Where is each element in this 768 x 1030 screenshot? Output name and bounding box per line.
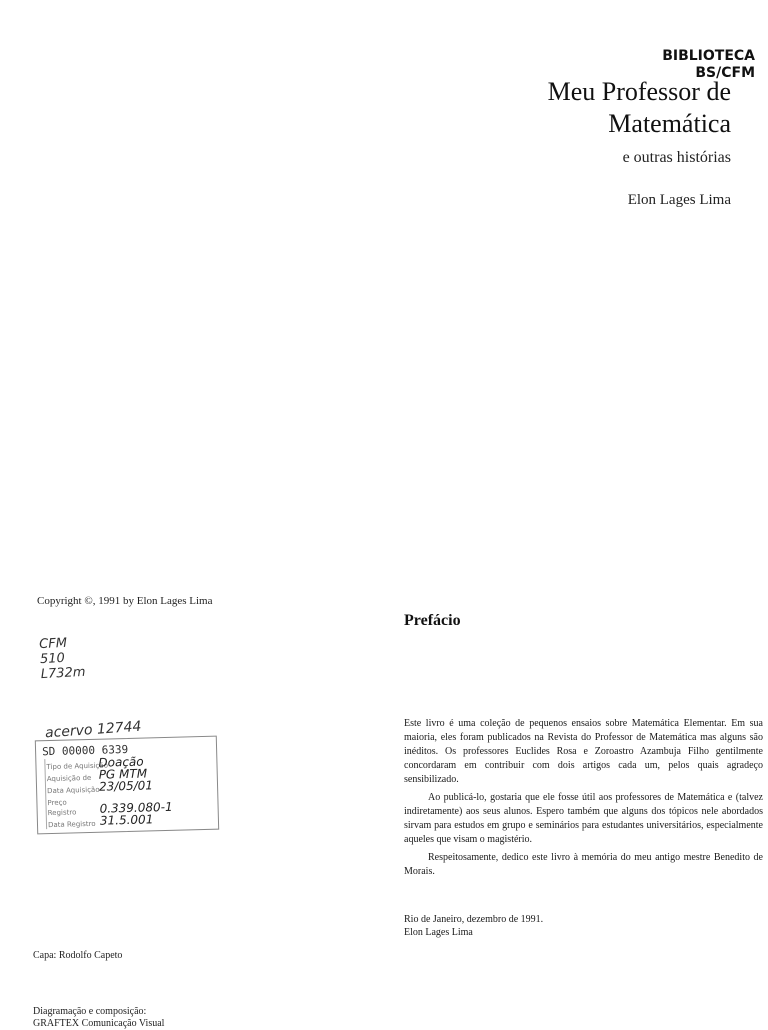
registration-label: Data Aquisição [47, 785, 100, 796]
registration-value: 23/05/01 [98, 778, 154, 794]
stamp-line-2: BS/CFM [695, 65, 755, 81]
book-title [548, 76, 731, 140]
preface-signature-block [404, 913, 543, 939]
registration-label: Aquisição de [46, 773, 92, 784]
registration-value: 0.339.080-1 [99, 799, 173, 816]
book-subtitle: e outras histórias [622, 149, 731, 166]
place-date: Rio de Janeiro, dezembro de 1991. [404, 914, 544, 925]
preface-paragraph: Ao publicá-lo, gostaria que ele fosse útil aos professores de Matemática e (talvez indiretamente) aos seus alunos. Espero também que alguns dos tópicos nele abordados sirvam para estudos em grupo e seminários para estudantes universitários, especialmente aqueles que visam o magistério. [404, 792, 763, 845]
preface-heading: Prefácio [404, 612, 461, 629]
preface-paragraph: Respeitosamente, dedico este livro à memória do meu antigo mestre Benedito de Morais. [404, 852, 763, 877]
handwritten-line-1: CFM [38, 635, 68, 653]
handwritten-line-3: L732m [40, 664, 86, 683]
registration-value: 31.5.001 [99, 812, 154, 828]
handwritten-call-number [39, 635, 86, 682]
book-title-line-2: Matemática [608, 109, 731, 138]
handwritten-accession: acervo 12744 [44, 718, 142, 742]
copyright-notice: Copyright ©, 1991 by Elon Lages Lima [37, 595, 213, 607]
registration-value: PG MTM [98, 766, 148, 782]
layout-credit-line-2: GRAFTEX Comunicação Visual [33, 1018, 165, 1029]
stamp-line-1: BIBLIOTECA [662, 48, 755, 64]
preface-paragraph: Este livro é uma coleção de pequenos ensaios sobre Matemática Elementar. Em sua maioria, eles foram publicados na Revista do Professor de Matemática mas alguns são inéditos. Os professores Euclides Rosa e Zoroastro Azambuja Filho gentilmente concordaram em contribuir com dois artigos cada um, pelos quais agradeço sensibilizado. [404, 718, 763, 785]
signature: Elon Lages Lima [404, 927, 473, 938]
registration-label: Preço [47, 798, 67, 808]
book-title-line-1: Meu Professor de [547, 77, 731, 106]
registration-label: Data Registro [47, 819, 96, 830]
book-author: Elon Lages Lima [627, 192, 731, 208]
registration-number: SD 00000 6339 [41, 742, 129, 759]
registration-label: Tipo de Aquisição [46, 761, 109, 772]
layout-credit-line-1: Diagramação e composição: [33, 1006, 147, 1017]
layout-credit [33, 1006, 164, 1030]
cover-credit: Capa: Rodolfo Capeto [33, 950, 123, 961]
preface-body [404, 717, 763, 883]
registration-value: Doação [98, 754, 144, 770]
handwritten-line-2: 510 [39, 650, 66, 668]
registration-stamp [35, 736, 219, 835]
registration-label: Registro [47, 808, 77, 818]
